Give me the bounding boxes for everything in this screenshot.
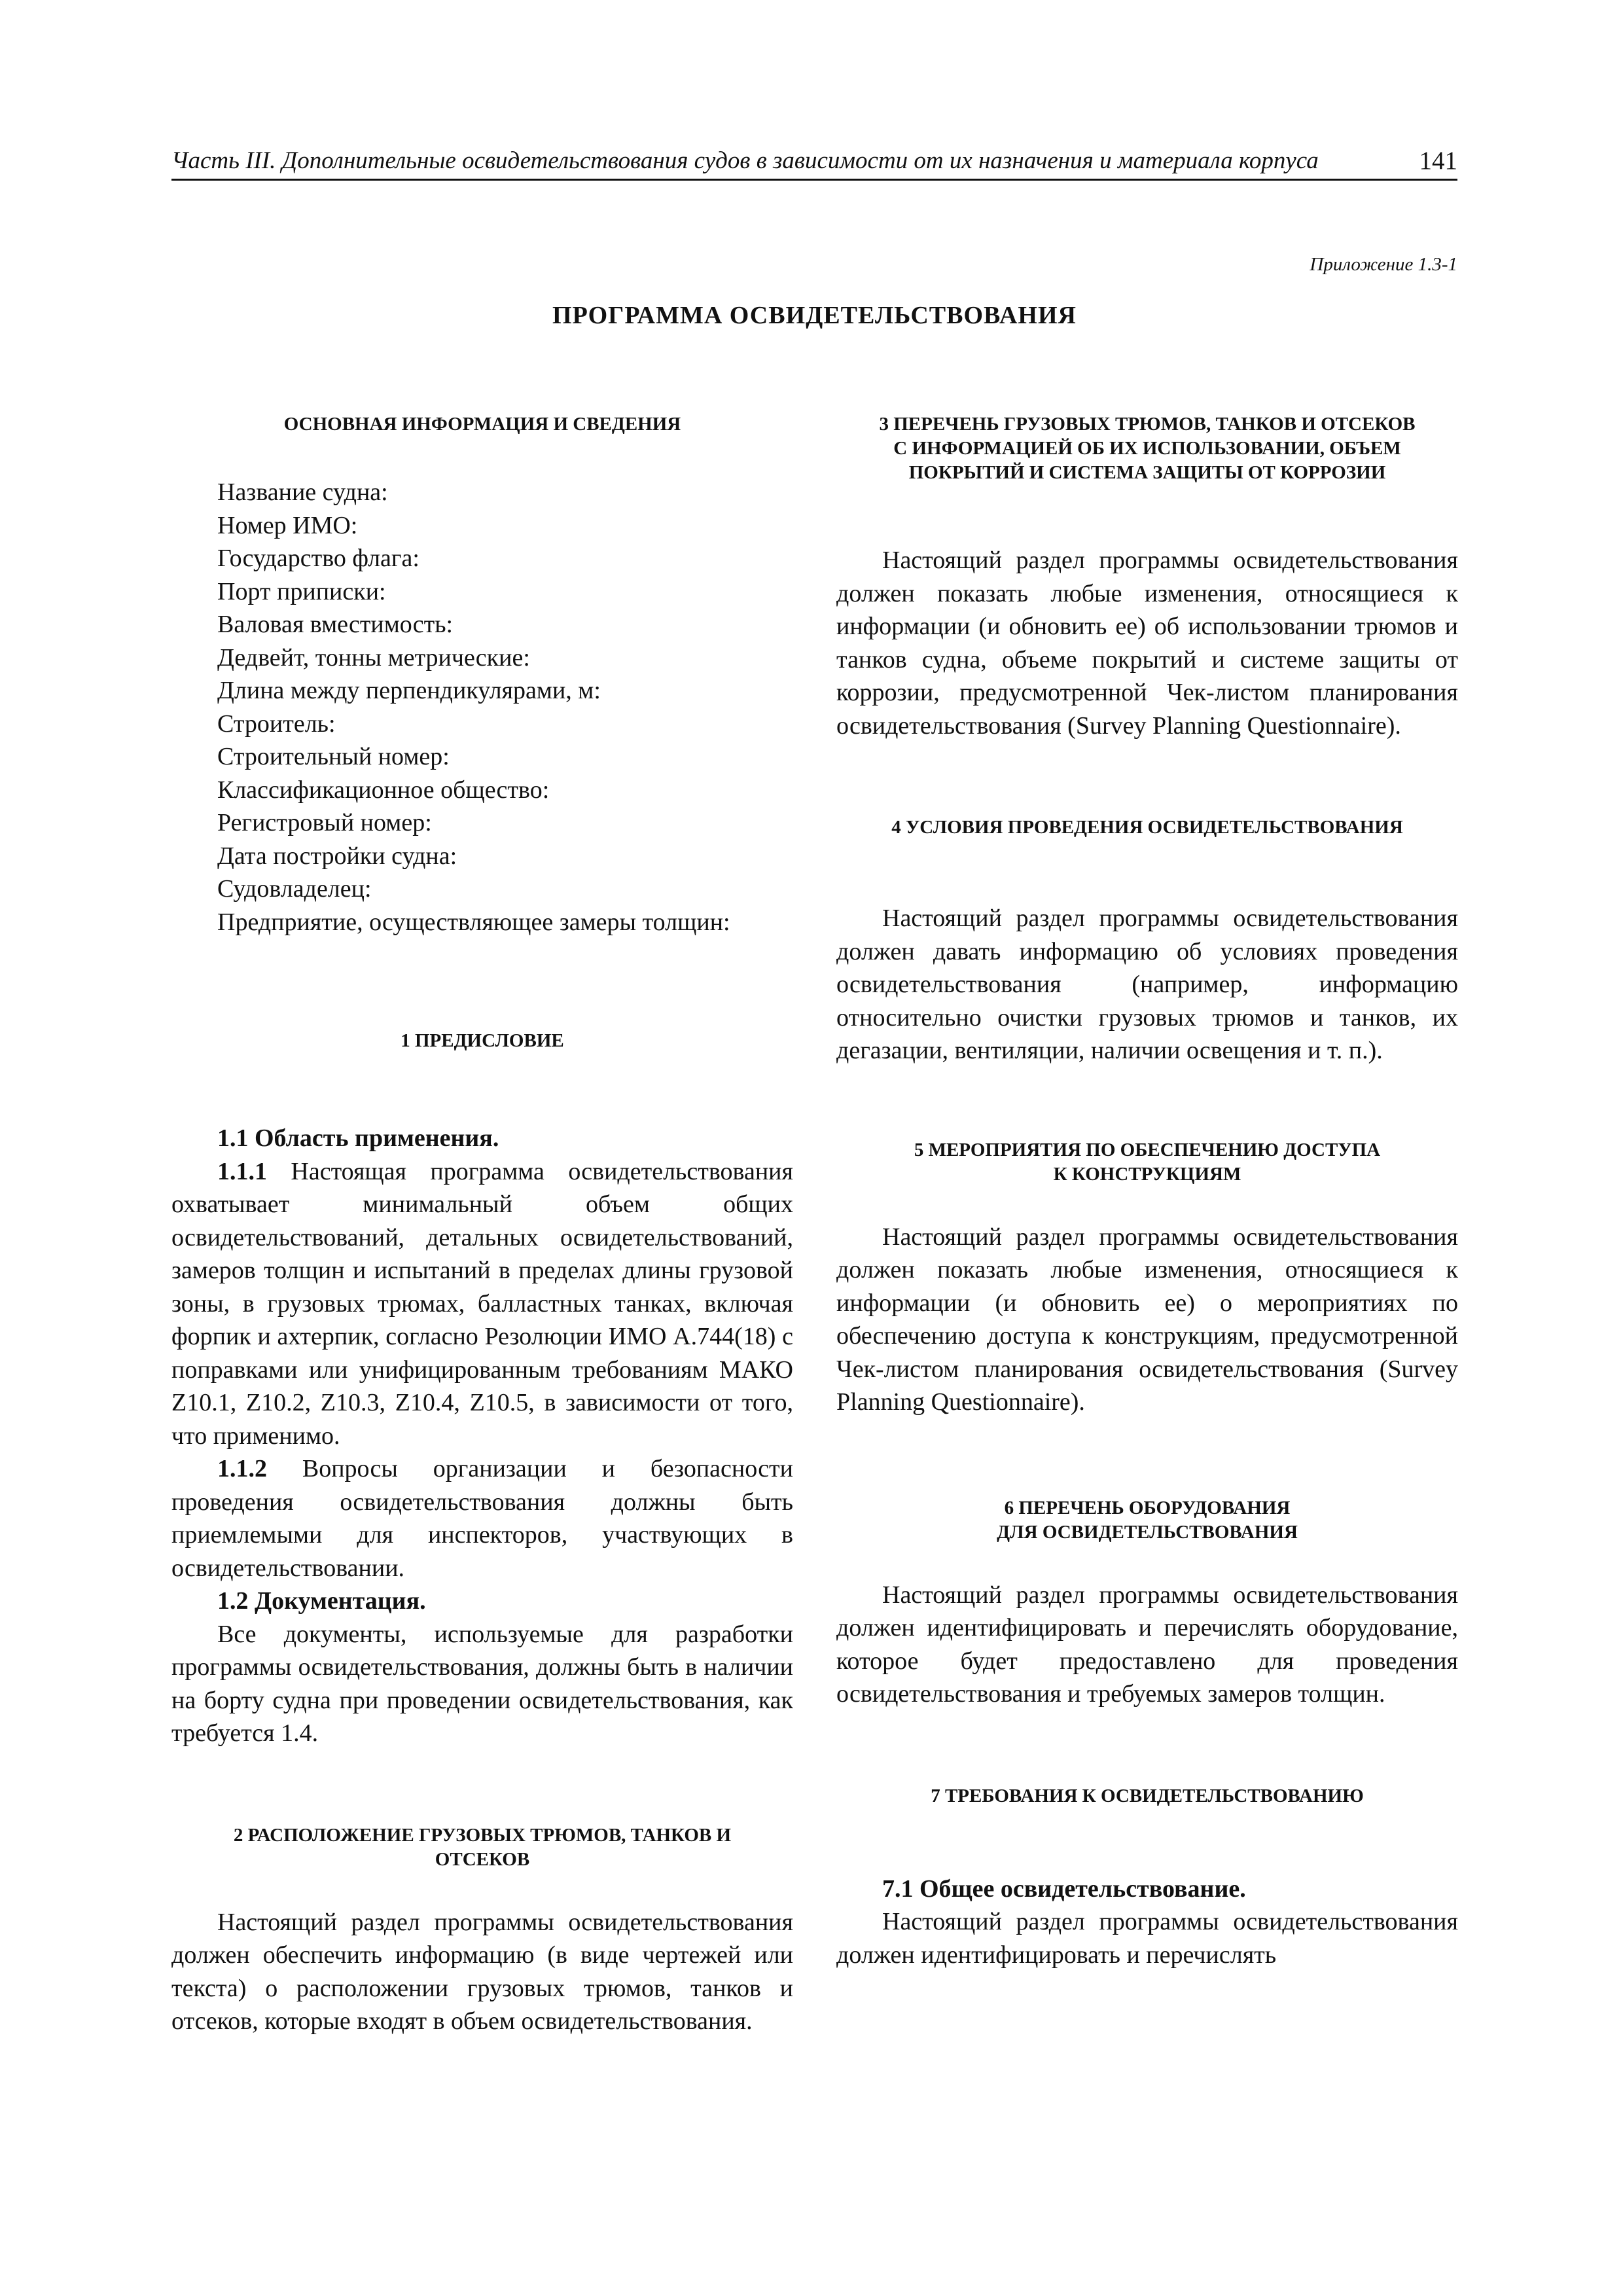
info-field-ship-name: Название судна: bbox=[217, 478, 388, 506]
section-5-text: Настоящий раздел программы освидетельствования должен показать любые изменения, относящиеся к информации (и обновить ее) о мероприятиях по обеспечению доступа к конструкциям, предусмотренной Чек-листом планирования освидетельствования (Survey Planning Questionnaire). bbox=[836, 1223, 1458, 1416]
section-6-heading bbox=[836, 1496, 1458, 1545]
appendix-label: Приложение 1.3-1 bbox=[1310, 254, 1457, 275]
section-6-heading-line1: 6 ПЕРЕЧЕНЬ ОБОРУДОВАНИЯ bbox=[1004, 1497, 1291, 1518]
section-7-1-text: Настоящий раздел программы освидетельствования должен идентифицировать и перечислять bbox=[836, 1908, 1458, 1969]
section-2-heading-line1: 2 РАСПОЛОЖЕНИЕ ГРУЗОВЫХ ТРЮМОВ, ТАНКОВ И bbox=[233, 1824, 732, 1846]
left-column bbox=[171, 412, 793, 2038]
right-column bbox=[836, 412, 1458, 1971]
info-field-hull-number: Строительный номер: bbox=[217, 743, 450, 770]
clause-1-1-1-number: 1.1.1 bbox=[217, 1157, 267, 1185]
subsection-1-2-title: 1.2 Документация. bbox=[217, 1587, 426, 1615]
subsection-1-1-title: 1.1 Область применения. bbox=[217, 1124, 499, 1152]
info-field-length-bp: Длина между перпендикулярами, м: bbox=[217, 677, 601, 704]
section-6-heading-line2: ДЛЯ ОСВИДЕТЕЛЬСТВОВАНИЯ bbox=[997, 1521, 1298, 1543]
clause-1-1-2-number: 1.1.2 bbox=[217, 1455, 267, 1482]
section-7-heading: 7 ТРЕБОВАНИЯ К ОСВИДЕТЕЛЬСТВОВАНИЮ bbox=[931, 1785, 1364, 1806]
section-2-heading bbox=[171, 1823, 793, 1872]
info-field-build-date: Дата постройки судна: bbox=[217, 842, 457, 870]
info-field-gross-tonnage: Валовая вместимость: bbox=[217, 611, 454, 638]
section-2-heading-line2: ОТСЕКОВ bbox=[435, 1848, 530, 1870]
clause-1-1-2-text: Вопросы организации и безопасности проведения освидетельствования должны быть приемлемыми для инспекторов, участвующих в освидетельствовании. bbox=[171, 1455, 793, 1582]
section-4-text: Настоящий раздел программы освидетельствования должен давать информацию об условиях проведения освидетельствования (например, информацию относительно очистки грузовых трюмов и танков, их дегазации, вентиляции, наличии освещения и т. п.). bbox=[836, 905, 1458, 1064]
section-3-heading-line3: ПОКРЫТИЙ И СИСТЕМА ЗАЩИТЫ ОТ КОРРОЗИИ bbox=[908, 462, 1386, 483]
section-5-heading bbox=[836, 1138, 1458, 1187]
page-title: ПРОГРАММА ОСВИДЕТЕЛЬСТВОВАНИЯ bbox=[552, 302, 1077, 329]
section-3-text: Настоящий раздел программы освидетельствования должен показать любые изменения, относящиеся к информации (и обновить ее) об использовании трюмов и танков судна, объеме покрытий и системе защиты от коррозии, предусмотренной Чек-листом планирования освидетельствования (Survey Planning Questionnaire). bbox=[836, 547, 1458, 740]
info-field-builder: Строитель: bbox=[217, 709, 336, 738]
info-field-shipowner: Судовладелец: bbox=[217, 875, 372, 903]
info-field-imo-number: Номер ИМО: bbox=[217, 511, 358, 539]
page-number: 141 bbox=[1419, 147, 1457, 175]
section-4-heading: 4 УСЛОВИЯ ПРОВЕДЕНИЯ ОСВИДЕТЕЛЬСТВОВАНИЯ bbox=[891, 817, 1403, 838]
info-field-deadweight: Дедвейт, тонны метрические: bbox=[217, 643, 530, 672]
info-field-class-society: Классификационное общество: bbox=[217, 776, 550, 804]
info-field-port-of-registry: Порт приписки: bbox=[217, 577, 386, 605]
section-2-text: Настоящий раздел программы освидетельствования должен обеспечить информацию (в виде чертежей или текста) о расположении грузовых трюмов, танков и отсеков, которые входят в объем освидетельствования. bbox=[171, 1908, 793, 2035]
basic-info-heading: ОСНОВНАЯ ИНФОРМАЦИЯ И СВЕДЕНИЯ bbox=[283, 414, 681, 435]
section-3-heading-line1: 3 ПЕРЕЧЕНЬ ГРУЗОВЫХ ТРЮМОВ, ТАНКОВ И ОТСЕКОВ bbox=[879, 414, 1416, 435]
section-1-heading: 1 ПРЕДИСЛОВИЕ bbox=[401, 1030, 564, 1051]
running-title: Часть III. Дополнительные освидетельствования судов в зависимости от их назначения и материала корпуса bbox=[171, 147, 1319, 174]
subsection-7-1-title: 7.1 Общее освидетельствование. bbox=[882, 1874, 1246, 1903]
basic-info-list bbox=[171, 476, 793, 939]
info-field-register-number: Регистровый номер: bbox=[217, 809, 432, 836]
section-5-heading-line1: 5 МЕРОПРИЯТИЯ ПО ОБЕСПЕЧЕНИЮ ДОСТУПА bbox=[914, 1139, 1381, 1160]
clause-1-2-text: Все документы, используемые для разработки программы освидетельствования, должны быть в наличии на борту судна при проведении освидетельствования, как требуется 1.4. bbox=[171, 1620, 793, 1747]
section-3-heading bbox=[836, 412, 1458, 485]
info-field-flag-state: Государство флага: bbox=[217, 545, 419, 572]
clause-1-1-2 bbox=[171, 1452, 793, 1585]
running-header bbox=[171, 140, 1457, 181]
clause-1-1-1-text: Настоящая программа освидетельствования охватывает минимальный объем общих освидетельствований, детальных освидетельствований, замеров толщин и испытаний в пределах длины грузовой зоны, в грузовых трюмах, балластных танках, включая форпик и ахтерпик, согласно Резолюции ИМО A.744(18) с поправками или унифицированным требованиям МАКО Z10.1, Z10.2, Z10.3, Z10.4, Z10.5, в зависимости от того, что применимо. bbox=[171, 1157, 793, 1450]
clause-1-1-1 bbox=[171, 1155, 793, 1453]
section-6-text: Настоящий раздел программы освидетельствования должен идентифицировать и перечислять оборудование, которое будет предоставлено для проведения освидетельствования и требуемых замеров толщин. bbox=[836, 1581, 1458, 1708]
section-3-heading-line2: С ИНФОРМАЦИЕЙ ОБ ИХ ИСПОЛЬЗОВАНИИ, ОБЪЕМ bbox=[893, 438, 1401, 459]
section-5-heading-line2: К КОНСТРУКЦИЯМ bbox=[1053, 1163, 1241, 1185]
info-field-thickness-company: Предприятие, осуществляющее замеры толщин: bbox=[217, 908, 730, 936]
